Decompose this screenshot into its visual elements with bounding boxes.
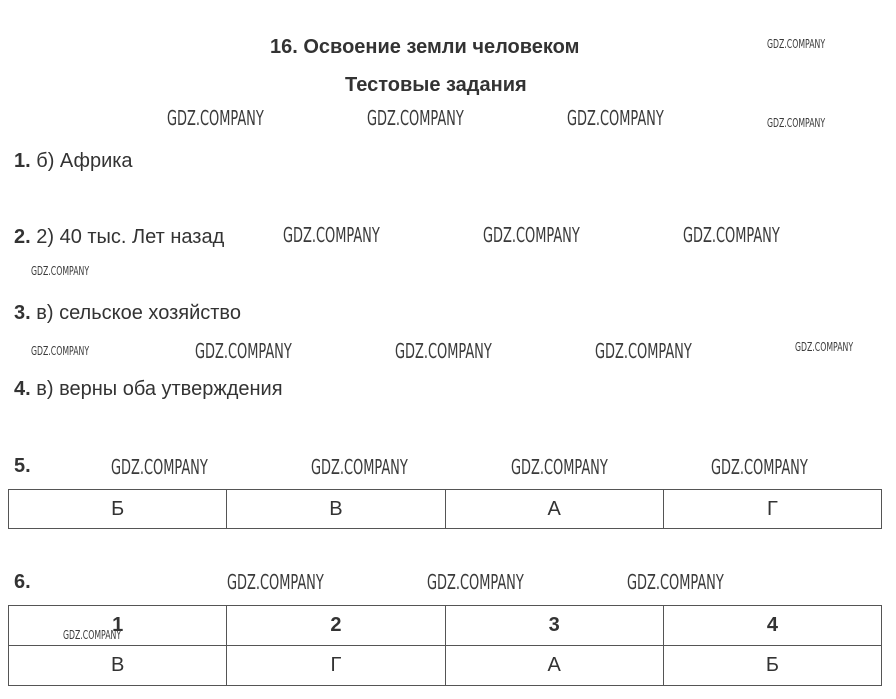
answer-4 [14,378,283,401]
question-6-number [14,571,31,594]
watermark: GDZ.COMPANY [767,116,826,130]
watermark: GDZ.COMPANY [367,106,464,130]
watermark: GDZ.COMPANY [511,455,608,479]
watermark: GDZ.COMPANY [627,570,724,594]
table-row [9,490,882,529]
answer-2-number: 2. [14,226,31,248]
watermark: GDZ.COMPANY [795,340,854,354]
watermark: GDZ.COMPANY [395,339,492,363]
answer-1-text: б) Африка [36,150,133,172]
watermark: GDZ.COMPANY [227,570,324,594]
watermark: GDZ.COMPANY [711,455,808,479]
answer-1 [14,150,133,173]
answer-4-text: в) верны оба утверждения [36,378,283,400]
table-cell: Б [9,490,227,529]
watermark: GDZ.COMPANY [31,344,90,358]
answer-1-number: 1. [14,150,31,172]
question-6-table [8,605,882,686]
answer-4-number: 4. [14,378,31,400]
table-cell: А [445,490,663,529]
page-subtitle: Тестовые задания [345,74,527,96]
table-cell: А [445,646,663,686]
table-row [9,646,882,686]
watermark: GDZ.COMPANY [483,223,580,247]
table-header-cell: 2 [227,606,445,646]
table-cell: В [9,646,227,686]
answer-3-text: в) сельское хозяйство [36,302,241,324]
answer-2 [14,226,224,249]
table-header-row [9,606,882,646]
watermark: GDZ.COMPANY [595,339,692,363]
watermark: GDZ.COMPANY [567,106,664,130]
watermark: GDZ.COMPANY [683,223,780,247]
watermark: GDZ.COMPANY [63,628,122,642]
table-cell: Г [663,490,881,529]
watermark: GDZ.COMPANY [427,570,524,594]
watermark: GDZ.COMPANY [195,339,292,363]
table-cell: Г [227,646,445,686]
answer-2-text: 2) 40 тыс. Лет назад [36,226,225,248]
watermark: GDZ.COMPANY [111,455,208,479]
page-title: 16. Освоение земли человеком [270,36,580,58]
watermark: GDZ.COMPANY [283,223,380,247]
question-5-number [14,455,31,478]
table-header-cell: 3 [445,606,663,646]
watermark: GDZ.COMPANY [167,106,264,130]
question-5-label: 5. [14,455,31,477]
question-6-label: 6. [14,571,31,593]
watermark: GDZ.COMPANY [767,37,826,51]
table-header-cell: 4 [663,606,881,646]
table-cell: Б [663,646,881,686]
watermark: GDZ.COMPANY [311,455,408,479]
question-5-table [8,489,882,529]
answer-3 [14,302,241,325]
table-cell: В [227,490,445,529]
watermark: GDZ.COMPANY [31,264,90,278]
answer-3-number: 3. [14,302,31,324]
table-header-cell: 1 [9,606,227,646]
